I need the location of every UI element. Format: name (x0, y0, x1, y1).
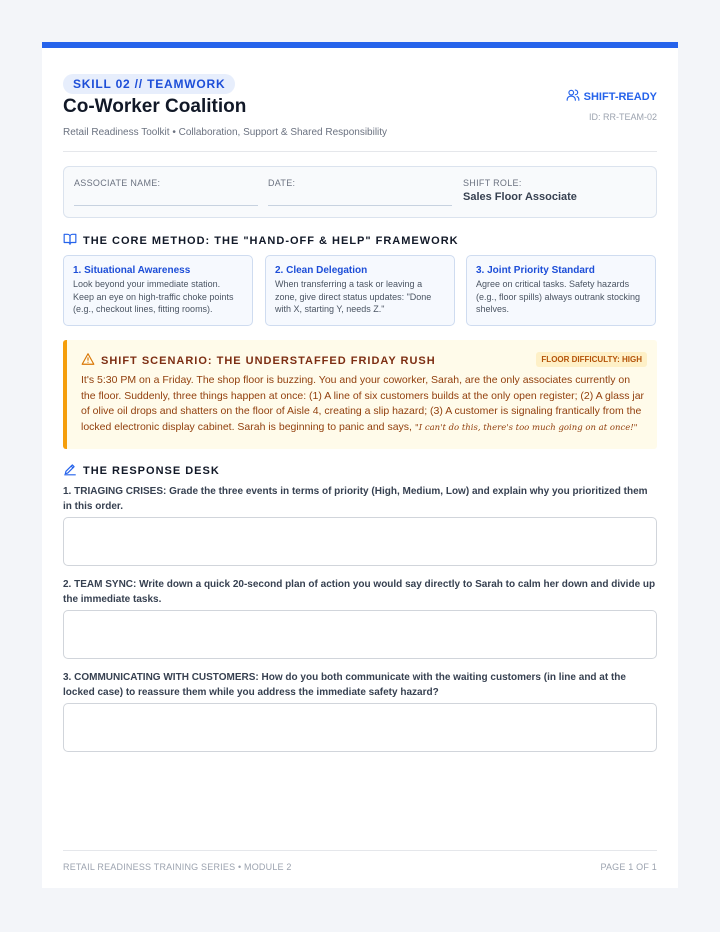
method-card-title: 1. Situational Awareness (73, 265, 191, 276)
worksheet-page (42, 42, 678, 888)
skill-pill: SKILL 02 // TEAMWORK (63, 74, 235, 94)
status-badge (566, 88, 657, 105)
shift-role-label: SHIFT ROLE: (463, 178, 522, 188)
associate-info-panel (63, 166, 657, 218)
associate-name-label: ASSOCIATE NAME: (74, 178, 161, 188)
answer-box-2[interactable] (63, 610, 657, 659)
date-label: DATE: (268, 178, 296, 188)
method-card-priority (466, 255, 656, 326)
users-icon (566, 88, 580, 105)
method-card-title: 3. Joint Priority Standard (476, 265, 595, 276)
core-method-heading (63, 232, 459, 249)
scenario-body (81, 373, 647, 436)
question-3: 3. COMMUNICATING WITH CUSTOMERS: How do you both communicate with the waiting customers (in line and at the locked case) to reassure them while you address the immediate safety hazard? (63, 672, 626, 698)
document-id: ID: RR-TEAM-02 (588, 112, 657, 122)
scenario-body-text: It's 5:30 PM on a Friday. The shop floor is buzzing. You and your coworker, Sarah, are the only associates currently on the floor. Suddenly, three things happen at once: (1) A line of six customers builds at the only open register; (2) A glass jar of olive oil drops and shatters on the floor of Aisle 4, creating a slip hazard; (3) A customer is signaling frantically from the locked electronic display cabinet. Sarah is beginning to panic and says, (81, 374, 645, 433)
page-subtitle: Retail Readiness Toolkit • Collaboration, Support & Shared Responsibility (63, 127, 388, 138)
method-card-awareness (63, 255, 253, 326)
answer-box-1[interactable] (63, 517, 657, 566)
response-desk-heading (63, 462, 220, 479)
status-label: SHIFT-READY (583, 90, 657, 103)
question-2: 2. TEAM SYNC: Write down a quick 20-second plan of action you would say directly to Sarah to calm her down and divide up the immediate tasks. (63, 579, 656, 605)
method-card-title: 2. Clean Delegation (275, 265, 368, 276)
method-cards (63, 255, 657, 326)
shift-scenario-callout (63, 340, 657, 449)
warning-icon (81, 352, 95, 369)
footer-series: RETAIL READINESS TRAINING SERIES • MODULE 2 (63, 862, 292, 872)
worksheet-content (63, 48, 657, 888)
pen-icon (63, 462, 77, 479)
method-card-text: When transferring a task or leaving a zone, give direct status updates: "Done with X, starting Y, needs Z." (275, 279, 432, 314)
book-icon (63, 232, 77, 249)
scenario-heading (81, 352, 436, 369)
question-1: 1. TRIAGING CRISES: Grade the three events in terms of priority (High, Medium, Low) and explain why you prioritized them in this order. (63, 486, 648, 512)
response-desk-heading-text: THE RESPONSE DESK (83, 464, 220, 477)
footer-page-number: PAGE 1 OF 1 (600, 862, 657, 872)
shift-role-field (463, 178, 647, 203)
scenario-heading-text: SHIFT SCENARIO: THE UNDERSTAFFED FRIDAY RUSH (101, 354, 436, 367)
method-card-delegation (265, 255, 455, 326)
answer-box-3[interactable] (63, 703, 657, 752)
scenario-quote: "I can't do this, there's too much going on at once!" (414, 422, 638, 433)
method-card-text: Look beyond your immediate station. Keep an eye on high-traffic choke points (e.g., checkout lines, fitting rooms). (73, 279, 234, 314)
header-divider (63, 151, 657, 152)
date-field[interactable] (268, 178, 452, 206)
page-title: Co-Worker Coalition (63, 96, 247, 117)
core-method-heading-text: THE CORE METHOD: THE "HAND-OFF & HELP" FRAMEWORK (83, 234, 459, 247)
date-line (268, 205, 452, 206)
difficulty-badge: FLOOR DIFFICULTY: HIGH (536, 352, 647, 367)
method-card-text: Agree on critical tasks. Safety hazards (e.g., floor spills) always outrank stocking shelves. (476, 279, 641, 314)
footer-divider (63, 850, 657, 851)
shift-role-value: Sales Floor Associate (463, 191, 577, 203)
associate-name-field[interactable] (74, 178, 258, 206)
associate-name-line (74, 205, 258, 206)
